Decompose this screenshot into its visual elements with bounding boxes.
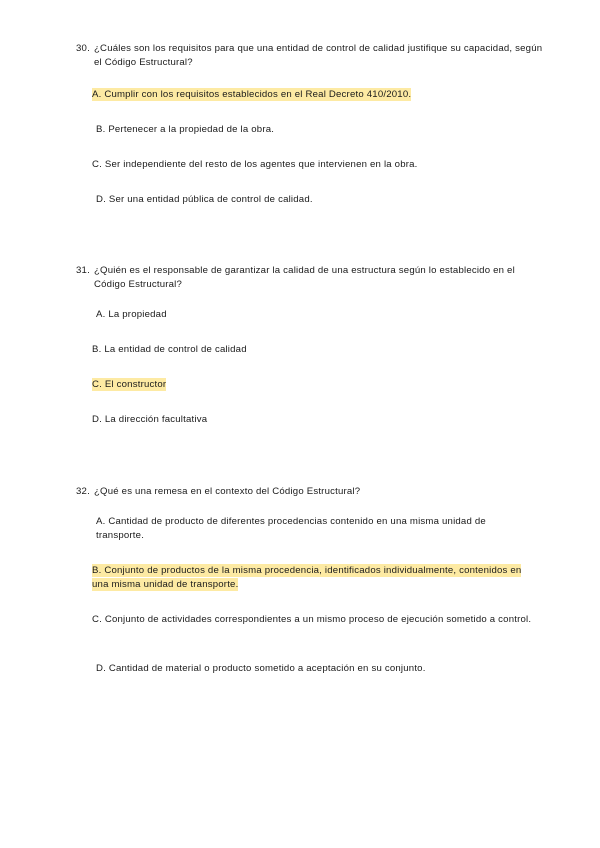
answer-option bbox=[92, 564, 537, 592]
question-number: 32. bbox=[76, 486, 90, 497]
answer-option-text: D. La dirección facultativa bbox=[92, 414, 208, 425]
question-number: 30. bbox=[76, 43, 90, 54]
answer-option bbox=[96, 515, 516, 543]
answer-option bbox=[92, 613, 532, 627]
answer-option bbox=[92, 88, 540, 102]
answer-option-text: C. El constructor bbox=[92, 379, 167, 390]
question-number: 31. bbox=[76, 265, 90, 276]
answer-option-text: A. La propiedad bbox=[96, 309, 167, 320]
answer-option bbox=[96, 662, 544, 676]
question-text: ¿Qué es una remesa en el contexto del Código Estructural? bbox=[94, 486, 361, 497]
answer-option-text: A. Cantidad de producto de diferentes procedencias contenido en una misma unidad de transporte. bbox=[96, 516, 486, 541]
answer-option-text: C. Conjunto de actividades correspondientes a un mismo proceso de ejecución sometido a control. bbox=[92, 614, 532, 625]
answer-option-text: D. Ser una entidad pública de control de calidad. bbox=[96, 194, 313, 205]
answer-option bbox=[92, 158, 540, 172]
answer-option bbox=[96, 193, 544, 207]
answer-option-text: B. Pertenecer a la propiedad de la obra. bbox=[96, 124, 275, 135]
answer-option-text: B. Conjunto de productos de la misma procedencia, identificados individualmente, contenidos en una misma unidad de transporte. bbox=[92, 565, 522, 590]
question-32 bbox=[76, 485, 546, 499]
answer-option bbox=[96, 308, 544, 322]
answer-option bbox=[96, 123, 544, 137]
question-31 bbox=[76, 264, 546, 292]
answer-option-text: B. La entidad de control de calidad bbox=[92, 344, 247, 355]
question-30 bbox=[76, 42, 546, 70]
answer-option bbox=[92, 413, 540, 427]
question-text: ¿Cuáles son los requisitos para que una entidad de control de calidad justifique su capacidad, según el Código Estructural? bbox=[94, 43, 543, 68]
answer-option bbox=[92, 378, 540, 392]
answer-option-text: D. Cantidad de material o producto sometido a aceptación en su conjunto. bbox=[96, 663, 426, 674]
answer-option bbox=[92, 343, 540, 357]
question-text: ¿Quién es el responsable de garantizar la calidad de una estructura según lo establecido en el Código Estructural? bbox=[94, 265, 515, 290]
answer-option-text: C. Ser independiente del resto de los agentes que intervienen en la obra. bbox=[92, 159, 418, 170]
answer-option-text: A. Cumplir con los requisitos establecidos en el Real Decreto 410/2010. bbox=[92, 89, 412, 100]
